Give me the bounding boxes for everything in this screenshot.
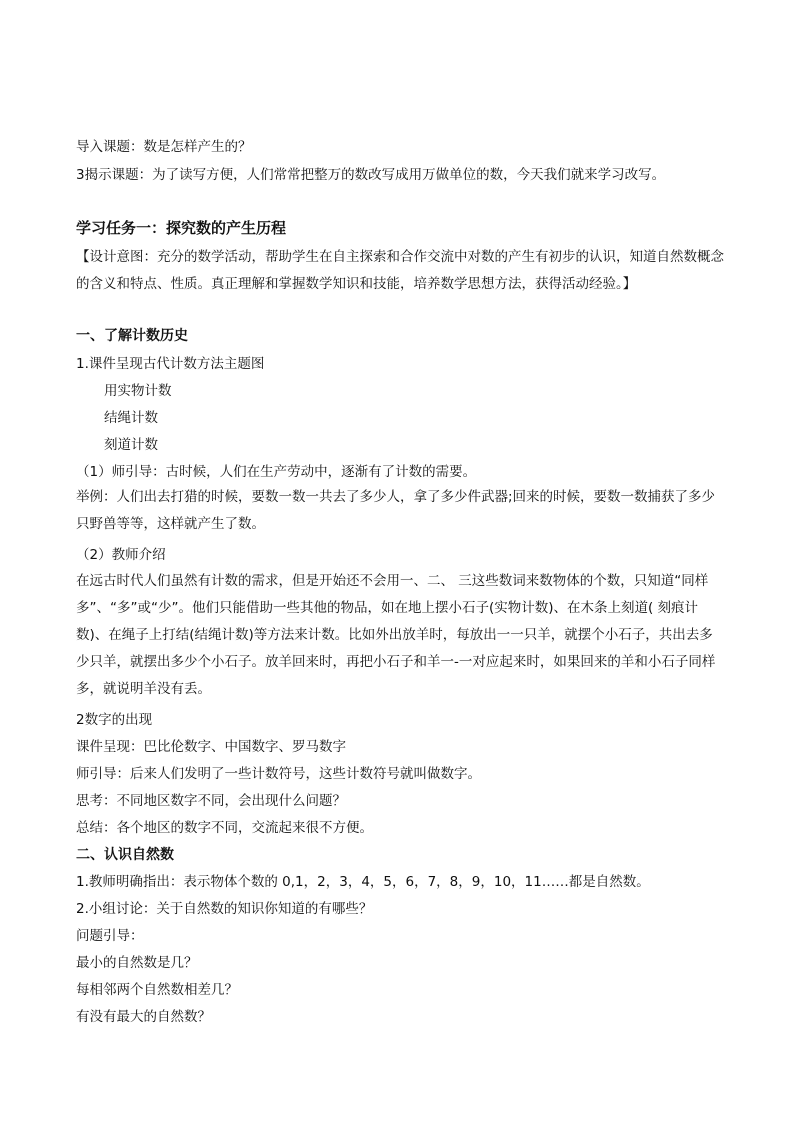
s1-example: 举例：人们出去打猎的时候，要数一数一共去了多少人，拿了多少件武器;回来的时候，要数一数捕获了多少只野兽等等，这样就产生了数。 [76,489,716,532]
method-physical: 用实物计数 [104,383,172,399]
s1-item1: 1.课件呈现古代计数方法主题图 [76,356,265,372]
s2-title: 2数字的出现 [76,712,153,728]
design-intent: 【设计意图：充分的数学活动，帮助学生在自主探索和合作交流中对数的产生有初步的认识，知道自然数概念的含义和特点、性质。真正理解和掌握数学知识和技能，培养数学思想方法，获得活动经验。】 [76,249,724,292]
task1-title: 学习任务一：探究数的产生历程 [76,219,287,237]
method-knot: 结绳计数 [104,410,158,426]
reveal-topic: 3揭示课题：为了读写方便，人们常常把整万的数改写成用万做单位的数，今天我们就来学习改写。 [76,167,666,183]
method-notch: 刻道计数 [104,437,158,453]
question-difference: 每相邻两个自然数相差几？ [76,982,238,998]
s2-summary: 总结：各个地区的数字不同，交流起来很不方便。 [76,820,373,836]
question-smallest: 最小的自然数是几？ [76,955,198,971]
s1-point1: （1）师引导：古时候，人们在生产劳动中，逐渐有了计数的需要。 [76,464,477,480]
intro-question: 导入课题：数是怎样产生的？ [76,139,252,155]
s1-intro: 在远古时代人们虽然有计数的需求，但是开始还不会用一、二、 三这些数词来数物体的个数，只知道“同样多”、“多”或“少”。他们只能借助一些其他的物品，如在地上摆小石子(实物计数)、在木条上刻道( 刻痕计数)、在绳子上打结(结绳计数)等方法来计数。比如外出放羊时，每放出一一只羊，就摆个小石子，共出去多少只羊，就摆出多少个小石子。放羊回来时，再把小石子和羊一-一对应起来时，如果回来的羊和小石子同样多，就说明羊没有丢。 [76,573,716,697]
question-guide: 问题引导： [76,928,144,944]
s2-show: 课件呈现：巴比伦数字、中国数字、罗马数字 [76,739,346,755]
section2-title: 二、认识自然数 [76,847,174,863]
s2-guide: 师引导：后来人们发明了一些计数符号，这些计数符号就叫做数字。 [76,766,481,782]
s1-point2: （2）教师介绍 [76,547,166,563]
natural-number-def: 1.教师明确指出：表示物体个数的 0,1，2，3，4，5，6，7，8，9，10，11……都是自然数。 [76,874,650,890]
s2-think: 思考：不同地区数字不同，会出现什么问题？ [76,793,346,809]
group-discussion: 2.小组讨论：关于自然数的知识你知道的有哪些？ [76,901,373,917]
question-largest: 有没有最大的自然数？ [76,1009,211,1025]
section1-title: 一、了解计数历史 [76,328,188,344]
